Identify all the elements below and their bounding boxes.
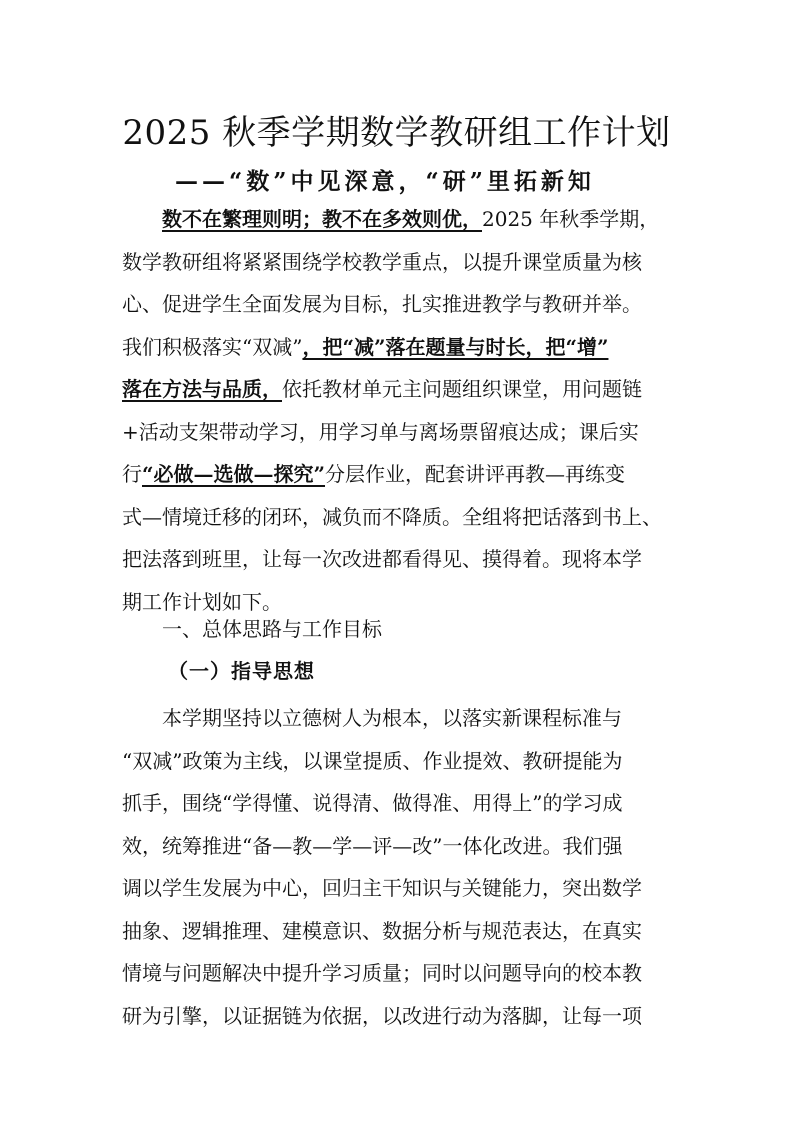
intro-line-8: 式—情境迁移的闭环，减负而不降质。全组将把话落到书上、 — [122, 504, 662, 529]
guide-line-3: 抓手，围绕“学得懂、说得清、做得准、用得上”的学习成 — [122, 791, 623, 815]
intro-emphasis-5: 落在方法与品质， — [122, 377, 282, 401]
intro-emphasis-7: “必做—选做—探究” — [142, 462, 326, 486]
intro-text-1: 2025 年秋季学期， — [482, 207, 660, 231]
guide-line-7: 情境与问题解决中提升学习质量；同时以问题导向的校本教 — [122, 961, 642, 985]
guide-line-5: 调以学生发展为中心，回归主干知识与关键能力，突出数学 — [122, 876, 642, 900]
guide-line-4: 效，统筹推进“备—教—学—评—改”一体化改进。我们强 — [122, 833, 623, 858]
guide-line-8: 研为引擎，以证据链为依据，以改进行动为落脚，让每一项 — [122, 1003, 642, 1028]
intro-text-5: 依托教材单元主问题组织课堂，用问题链 — [282, 377, 642, 401]
guide-line-6: 抽象、逻辑推理、建模意识、数据分析与规范表达，在真实 — [122, 918, 642, 943]
intro-line-6: +活动支架带动学习，用学习单与离场票留痕达成；课后实 — [122, 419, 639, 444]
intro-line-1 — [122, 198, 682, 241]
document-subtitle: ——“数”中见深意，“研”里拓新知 — [175, 168, 595, 195]
intro-text-4: 我们积极落实“双减” — [122, 334, 303, 359]
document-title: 2025 秋季学期数学教研组工作计划 — [122, 113, 671, 153]
intro-emphasis-4: ，把“减”落在题量与时长，把“增” — [302, 334, 609, 359]
intro-text-7b: 分层作业，配套讲评再教—再练变 — [325, 462, 626, 486]
subsection-heading-1-1: （一）指导思想 — [168, 659, 315, 683]
intro-text-7a: 行 — [122, 462, 142, 486]
intro-line-10: 期工作计划如下。 — [122, 589, 282, 614]
intro-line-7 — [122, 453, 682, 496]
intro-line-4 — [122, 326, 682, 369]
intro-emphasis-1: 数不在繁理则明；教不在多效则优， — [162, 207, 482, 231]
guide-line-2: “双减”政策为主线，以课堂提质、作业提效、教研提能为 — [122, 748, 623, 773]
intro-line-2: 数学教研组将紧紧围绕学校教学重点，以提升课堂质量为核 — [122, 249, 642, 274]
section-heading-1: 一、总体思路与工作目标 — [162, 617, 382, 641]
guide-line-1: 本学期坚持以立德树人为根本，以落实新课程标准与 — [162, 706, 622, 730]
intro-line-9: 把法落到班里，让每一次改进都看得见、摸得着。现将本学 — [122, 547, 642, 571]
guide-paragraph — [122, 697, 682, 1037]
intro-line-3: 心、促进学生全面发展为目标，扎实推进教学与教研并举。 — [122, 292, 642, 316]
intro-line-5 — [122, 368, 682, 411]
intro-paragraph — [122, 198, 682, 623]
